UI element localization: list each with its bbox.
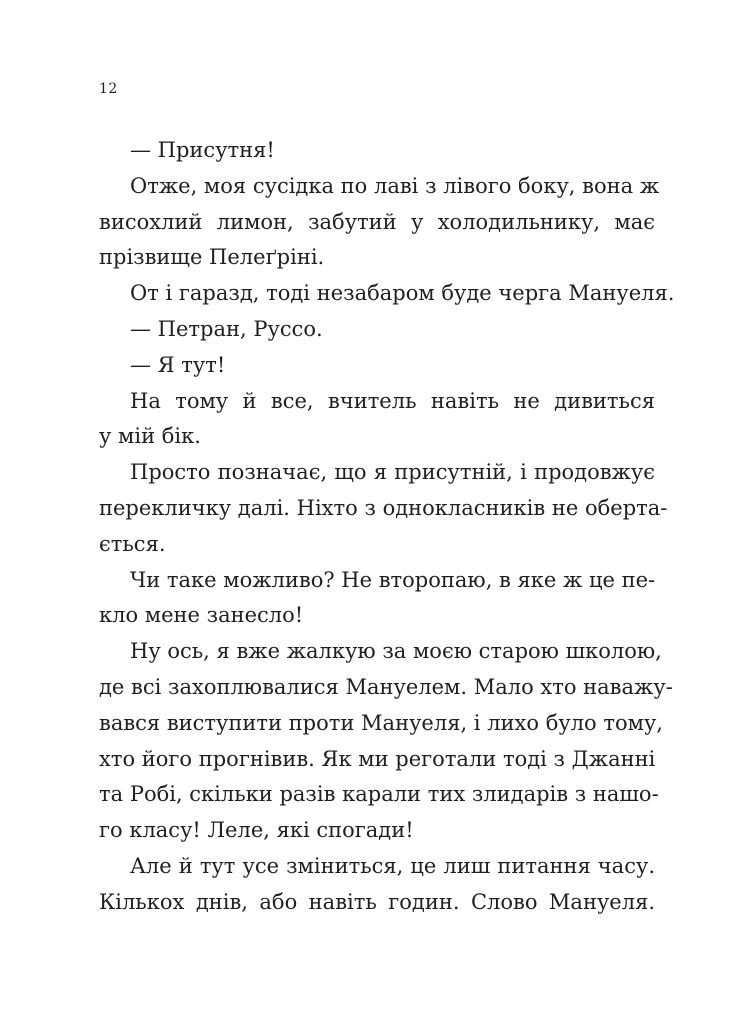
- body-text: [99, 133, 675, 921]
- page-number: 12: [99, 81, 118, 97]
- text-line: вався виступити проти Мануеля, і лихо було тому,: [99, 710, 663, 735]
- text-line: Але й тут усе зміниться, це лиш питання часу.: [130, 853, 655, 878]
- text-line: де всі захоплювалися Мануелем. Мало хто наважу-: [99, 674, 673, 699]
- text-line: прізвище Пелеґріні.: [99, 245, 325, 270]
- text-line: го класу! Леле, які спогади!: [99, 818, 414, 843]
- text-line: Чи таке можливо? Не второпаю, в яке ж це пе-: [130, 567, 656, 592]
- text-line: у мій бік.: [99, 424, 201, 449]
- text-line: хто його прогнівив. Як ми реготали тоді з Джанні: [99, 746, 656, 771]
- text-line: — Петран, Руссо.: [130, 316, 323, 341]
- text-line: На тому й все, вчитель навіть не дивиться: [130, 388, 655, 413]
- text-line: — Я тут!: [130, 352, 226, 377]
- text-line: От і гаразд, тоді незабаром буде черга Мануеля.: [130, 281, 675, 306]
- text-line: кло мене занесло!: [99, 603, 304, 628]
- text-line: та Робі, скільки разів карали тих злидарів з нашо-: [99, 782, 659, 807]
- text-line: перекличку далі. Ніхто з однокласників не оберта-: [99, 495, 668, 520]
- text-line: Просто позначає, що я присутній, і продовжує: [130, 460, 655, 485]
- text-line: Отже, моя сусідка по лаві з лівого боку, вона ж: [130, 173, 660, 198]
- text-line: Ну ось, я вже жалкую за моєю старою школою,: [130, 639, 662, 664]
- text-line: — Присутня!: [130, 138, 275, 162]
- text-line: ється.: [99, 531, 166, 556]
- text-line: висохлий лимон, забутий у холодильнику, має: [99, 209, 655, 234]
- text-line: Кількох днів, або навіть годин. Слово Мануеля.: [99, 889, 655, 914]
